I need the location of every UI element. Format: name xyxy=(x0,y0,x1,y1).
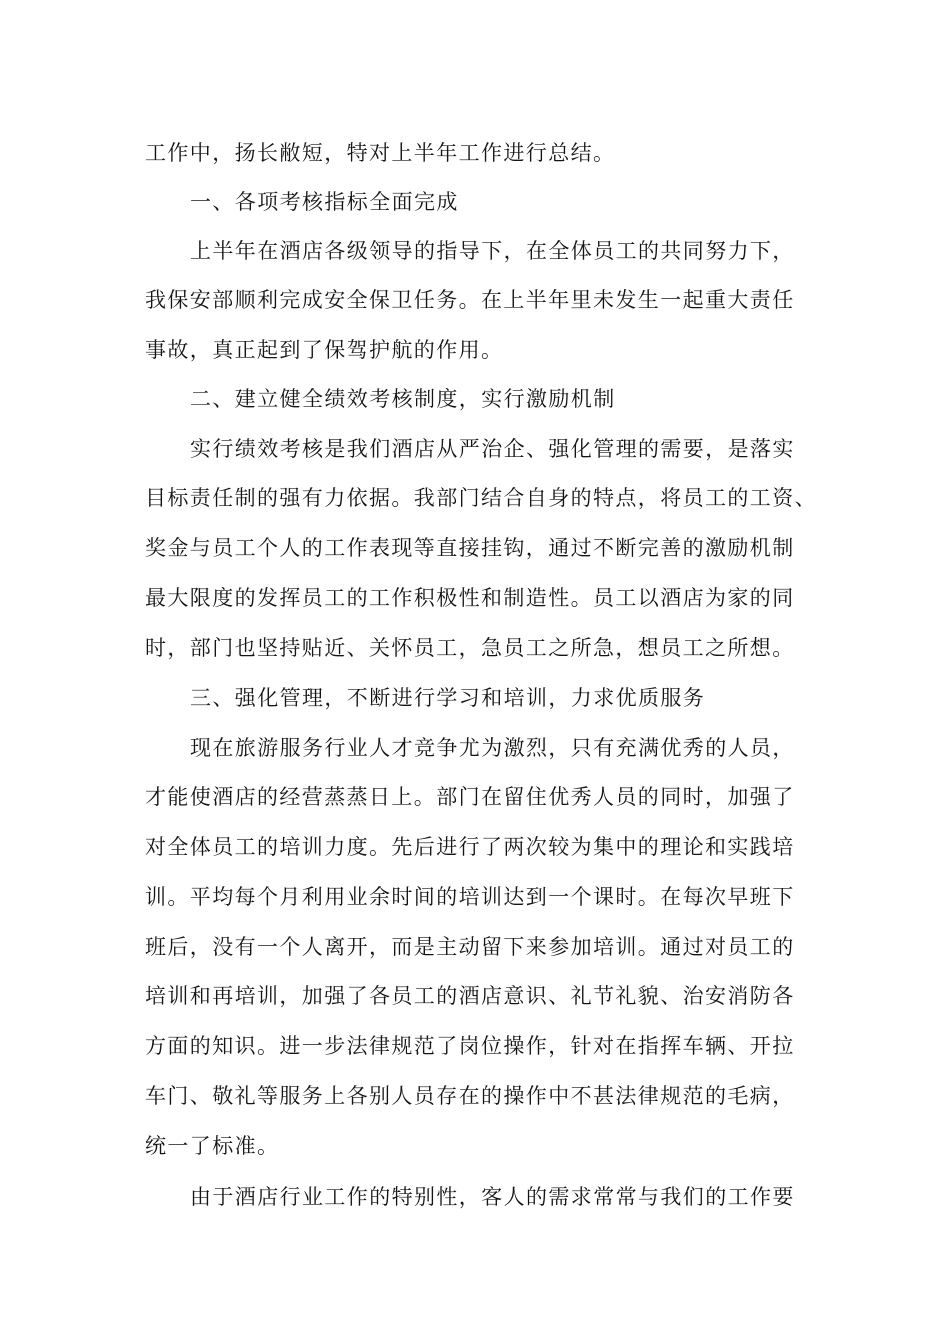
paragraph-line: 对全体员工的培训力度。先后进行了两次较为集中的理论和实践培 xyxy=(145,835,795,859)
paragraph-line: 我保安部顺利完成安全保卫任务。在上半年里未发生一起重大责任 xyxy=(145,288,795,312)
paragraph-line: 最大限度的发挥员工的工作积极性和制造性。员工以酒店为家的同 xyxy=(145,586,795,610)
paragraph-line: 培训和再培训，加强了各员工的酒店意识、礼节礼貌、治安消防各 xyxy=(145,984,795,1008)
paragraph-line: 工作中，扬长敝短，特对上半年工作进行总结。 xyxy=(145,141,616,165)
paragraph-line: 班后，没有一个人离开，而是主动留下来参加培训。通过对员工的 xyxy=(145,935,795,959)
paragraph-line: 时，部门也坚持贴近、关怀员工，急员工之所急，想员工之所想。 xyxy=(145,636,795,660)
paragraph-line: 由于酒店行业工作的特别性，客人的需求常常与我们的工作要 xyxy=(190,1185,795,1209)
paragraph-line: 实行绩效考核是我们酒店从严治企、强化管理的需要，是落实 xyxy=(190,437,795,461)
paragraph-line: 事故，真正起到了保驾护航的作用。 xyxy=(145,338,504,362)
section-heading-2: 二、建立健全绩效考核制度，实行激励机制 xyxy=(190,387,616,411)
section-heading-1: 一、各项考核指标全面完成 xyxy=(190,190,459,214)
paragraph-line: 现在旅游服务行业人才竞争尤为激烈，只有充满优秀的人员， xyxy=(190,736,795,760)
paragraph-line: 才能使酒店的经营蒸蒸日上。部门在留住优秀人员的同时，加强了 xyxy=(145,785,795,809)
paragraph-line: 训。平均每个月利用业余时间的培训达到一个课时。在每次早班下 xyxy=(145,885,795,909)
paragraph-line: 上半年在酒店各级领导的指导下，在全体员工的共同努力下， xyxy=(190,239,795,263)
paragraph-line: 方面的知识。进一步法律规范了岗位操作，针对在指挥车辆、开拉 xyxy=(145,1034,795,1058)
paragraph-line: 车门、敬礼等服务上各别人员存在的操作中不甚法律规范的毛病， xyxy=(145,1084,795,1108)
paragraph-line: 奖金与员工个人的工作表现等直接挂钩，通过不断完善的激励机制 xyxy=(145,536,795,560)
paragraph-line: 统一了标准。 xyxy=(145,1134,280,1158)
section-heading-3: 三、强化管理，不断进行学习和培训，力求优质服务 xyxy=(190,686,706,710)
paragraph-line: 目标责任制的强有力依据。我部门结合自身的特点，将员工的工资、 xyxy=(145,486,817,510)
